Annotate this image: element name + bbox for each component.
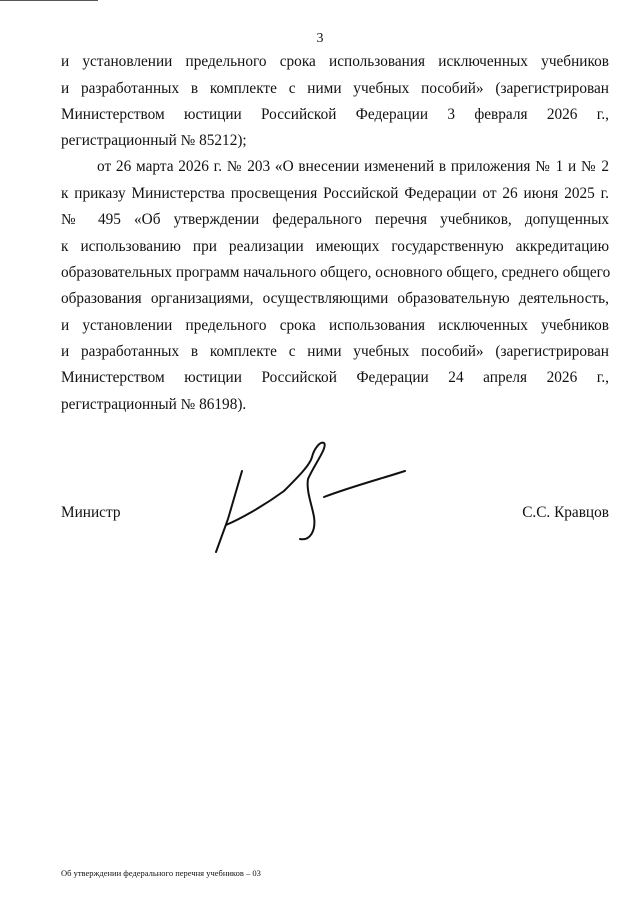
text-line: образования организациями, осуществляющими образовательную деятельность,: [61, 290, 609, 307]
text-line: и разработанных в комплекте с ними учебных пособий» (зарегистрирован: [61, 343, 609, 360]
text-line: Министерством юстиции Российской Федерации 24 апреля 2026 г.,: [61, 369, 609, 386]
text-line: к приказу Министерства просвещения Российской Федерации от 26 июня 2025 г.: [61, 185, 609, 202]
scan-edge-mark: [0, 0, 98, 1]
handwritten-signature: [200, 435, 420, 560]
signer-name: С.С. Кравцов: [522, 504, 609, 521]
signer-title: Министр: [61, 504, 121, 521]
text-line: и установлении предельного срока использования исключенных учебников: [61, 53, 609, 70]
page-number: 3: [316, 31, 324, 46]
text-line: и установлении предельного срока использования исключенных учебников: [61, 317, 609, 334]
text-line: регистрационный № 85212);: [61, 132, 247, 149]
text-line: от 26 марта 2026 г. № 203 «О внесении изменений в приложения № 1 и № 2: [97, 158, 609, 175]
text-line: № 495 «Об утверждении федерального перечня учебников, допущенных: [61, 211, 609, 228]
text-line: образовательных программ начального общего, основного общего, среднего общего: [61, 264, 611, 281]
text-line: и разработанных в комплекте с ними учебных пособий» (зарегистрирован: [61, 80, 609, 97]
text-line: регистрационный № 86198).: [61, 396, 247, 413]
footer-document-code: Об утверждении федерального перечня учебников – 03: [61, 868, 261, 878]
text-line: к использованию при реализации имеющих государственную аккредитацию: [61, 238, 609, 255]
text-line: Министерством юстиции Российской Федерации 3 февраля 2026 г.,: [61, 106, 609, 123]
